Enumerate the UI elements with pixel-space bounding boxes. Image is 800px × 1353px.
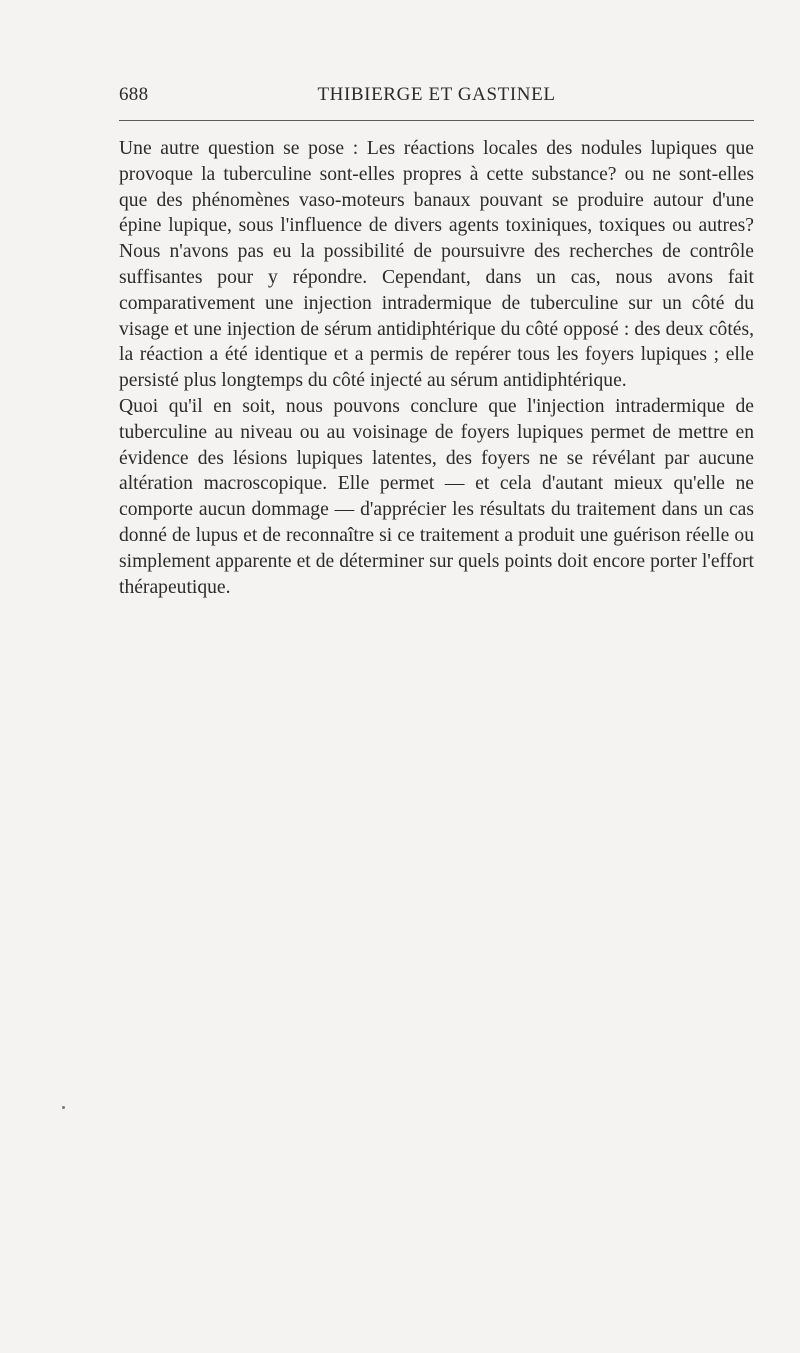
running-title: THIBIERGE ET GASTINEL bbox=[317, 84, 556, 105]
running-head bbox=[119, 84, 754, 110]
paragraph-1: Une autre question se pose : Les réactions locales des nodules lupiques que provoque la tuberculine sont-elles propres à cette substance? ou ne sont-elles que des phénomènes vaso-moteurs banaux pouvant se produire autour d'une épine lupique, sous l'influence de divers agents toxiniques, toxiques ou autres? Nous n'avons pas eu la possibilité de poursuivre des recherches de contrôle suffisantes pour y répondre. Cependant, dans un cas, nous avons fait comparativement une injection intradermique de tuberculine sur un côté du visage et une injection de sérum antidiphtérique du côté opposé : des deux côtés, la réaction a été identique et a permis de repérer tous les foyers lupiques ; elle persisté plus longtemps du côté injecté au sérum antidiphtérique. bbox=[119, 138, 754, 392]
body-text bbox=[119, 136, 754, 600]
paragraph-2: Quoi qu'il en soit, nous pouvons conclure que l'injection intradermique de tuberculine au niveau ou au voisinage de foyers lupiques permet de mettre en évidence des lésions lupiques latentes, des foyers ne se révélant par aucune altération macroscopique. Elle permet — et cela d'autant mieux qu'elle ne comporte aucun dommage — d'apprécier les résultats du traitement dans un cas donné de lupus et de reconnaître si ce traitement a produit une guérison réelle ou simplement apparente et de déterminer sur quels points doit encore porter l'effort thérapeutique. bbox=[119, 395, 754, 598]
page-number: 688 bbox=[119, 84, 149, 105]
header-rule bbox=[119, 120, 754, 121]
stray-ink-dot bbox=[62, 1106, 65, 1109]
